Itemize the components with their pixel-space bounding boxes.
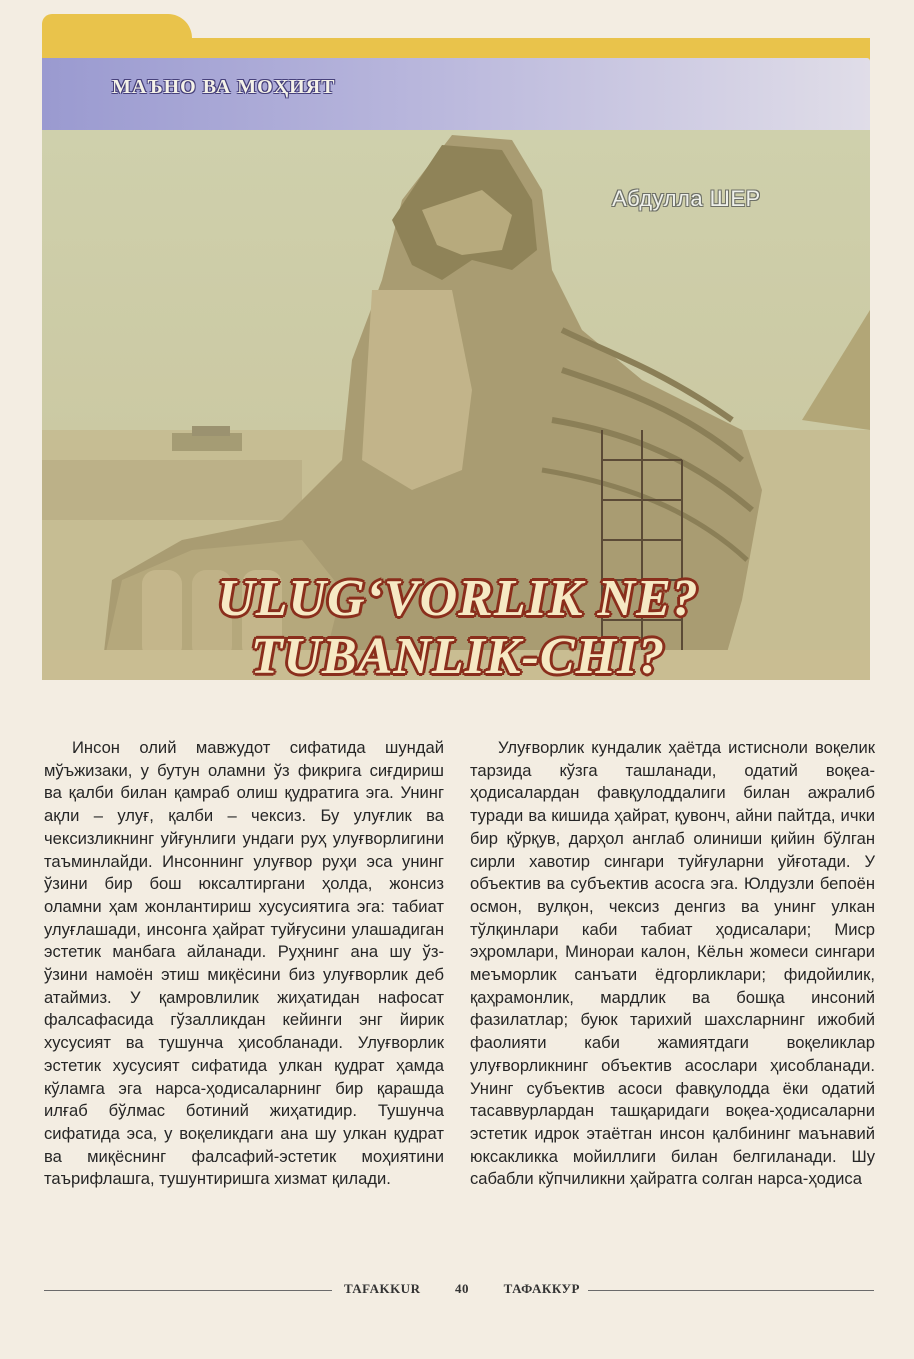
footer xyxy=(344,1281,580,1297)
article-title-line1: ULUG‘VORLIK NE? xyxy=(217,570,699,627)
article-column-left: Инсон олий мавжудот сифатида шундай мўъжизаки, у бутун оламни ўз фикрига сиғдириш ва қалби билан қамраб олиш қудратига эга. Унинг ақли – улуғ, қалби – чексиз. Бу улуғлик ва чексизликнинг уйғунлиги ундаги руҳ улуғворлигини таъминлайди. Инсоннинг улуғвор руҳи эса унинг ўзини бир бош юксалтиргани ҳолда, жонсиз оламни ҳам жонлантириш хусусиятига эга: табиат улуғлашади, инсонга ҳайрат туйғусини улашадиган эстетик манбага айланади. Руҳнинг ана шу ўз-ўзини намоён этиш миқёсини биз улуғворлик деб атаймиз. У қамровлилик жиҳатидан нафосат фалсафасида гўзалликдан кейинги энг йирик хусусият ва тушунча ҳисобланади. Улуғворлик эстетик хусусият сифатида улкан қудрат ҳамда кўламга эга нарса-ҳодисаларнинг бир қарашда илғаб бўлмас ботиний жиҳатидир. Тушунча сифатида эса, у воқеликдаги ана шу улкан қудрат ва миқёснинг фалсафий-эстетик моҳиятини таърифлашга, тушунтиришга хизмат қилади. xyxy=(44,738,444,1189)
footer-magazine-cyrillic: ТАФАККУР xyxy=(503,1281,580,1296)
footer-rule-right xyxy=(588,1290,874,1291)
article-title-line2: TUBANLIK-CHI? xyxy=(250,628,666,685)
article-column-right: Улуғворлик кундалик ҳаётда истисноли воқелик тарзида кўзга ташланади, одатий воқеа-ҳодисалардан фавқулоддалиги билан ажралиб туради ва кишида ҳайрат, қувонч, айни пайтда, ички бир қўрқув, дарҳол англаб олиниши қийин бўлган сирли хавотир сингари туйғуларни уйғотади. У объектив ва субъектив асосга эга. Юлдузли бепоён осмон, вулқон, чексиз денгиз ва унинг улкан тўлқинлари каби табиат ҳодисалари; Миср эҳромлари, Минораи калон, Кёльн жомеси сингари меъморлик санъати ёдгорликлари; фидойилик, қаҳрамонлик, мардлик ва бошқа инсоний фазилатлар; буюк тарихий шахсларнинг ижобий фаолияти каби жамиятдаги воқеликлар улуғворликнинг объектив асослари ҳисобланади. Унинг субъектив асоси фавқулодда ёки одатий тасаввурлардан ташқаридаги воқеа-ҳодисаларни эстетик идрок этаётган инсон қалбининг маънавий юксакликка мойиллиги билан белгиланади. Шу сабабли кўпчиликни ҳайратга солган нарса-ҳодиса xyxy=(470,738,875,1189)
author-name: Абдулла ШЕР xyxy=(612,186,761,211)
footer-rule-left xyxy=(44,1290,332,1291)
footer-magazine-latin: TAFAKKUR xyxy=(344,1281,421,1296)
section-label: МАЪНО ВА МОҲИЯТ xyxy=(112,76,336,98)
page-number: 40 xyxy=(455,1281,470,1296)
